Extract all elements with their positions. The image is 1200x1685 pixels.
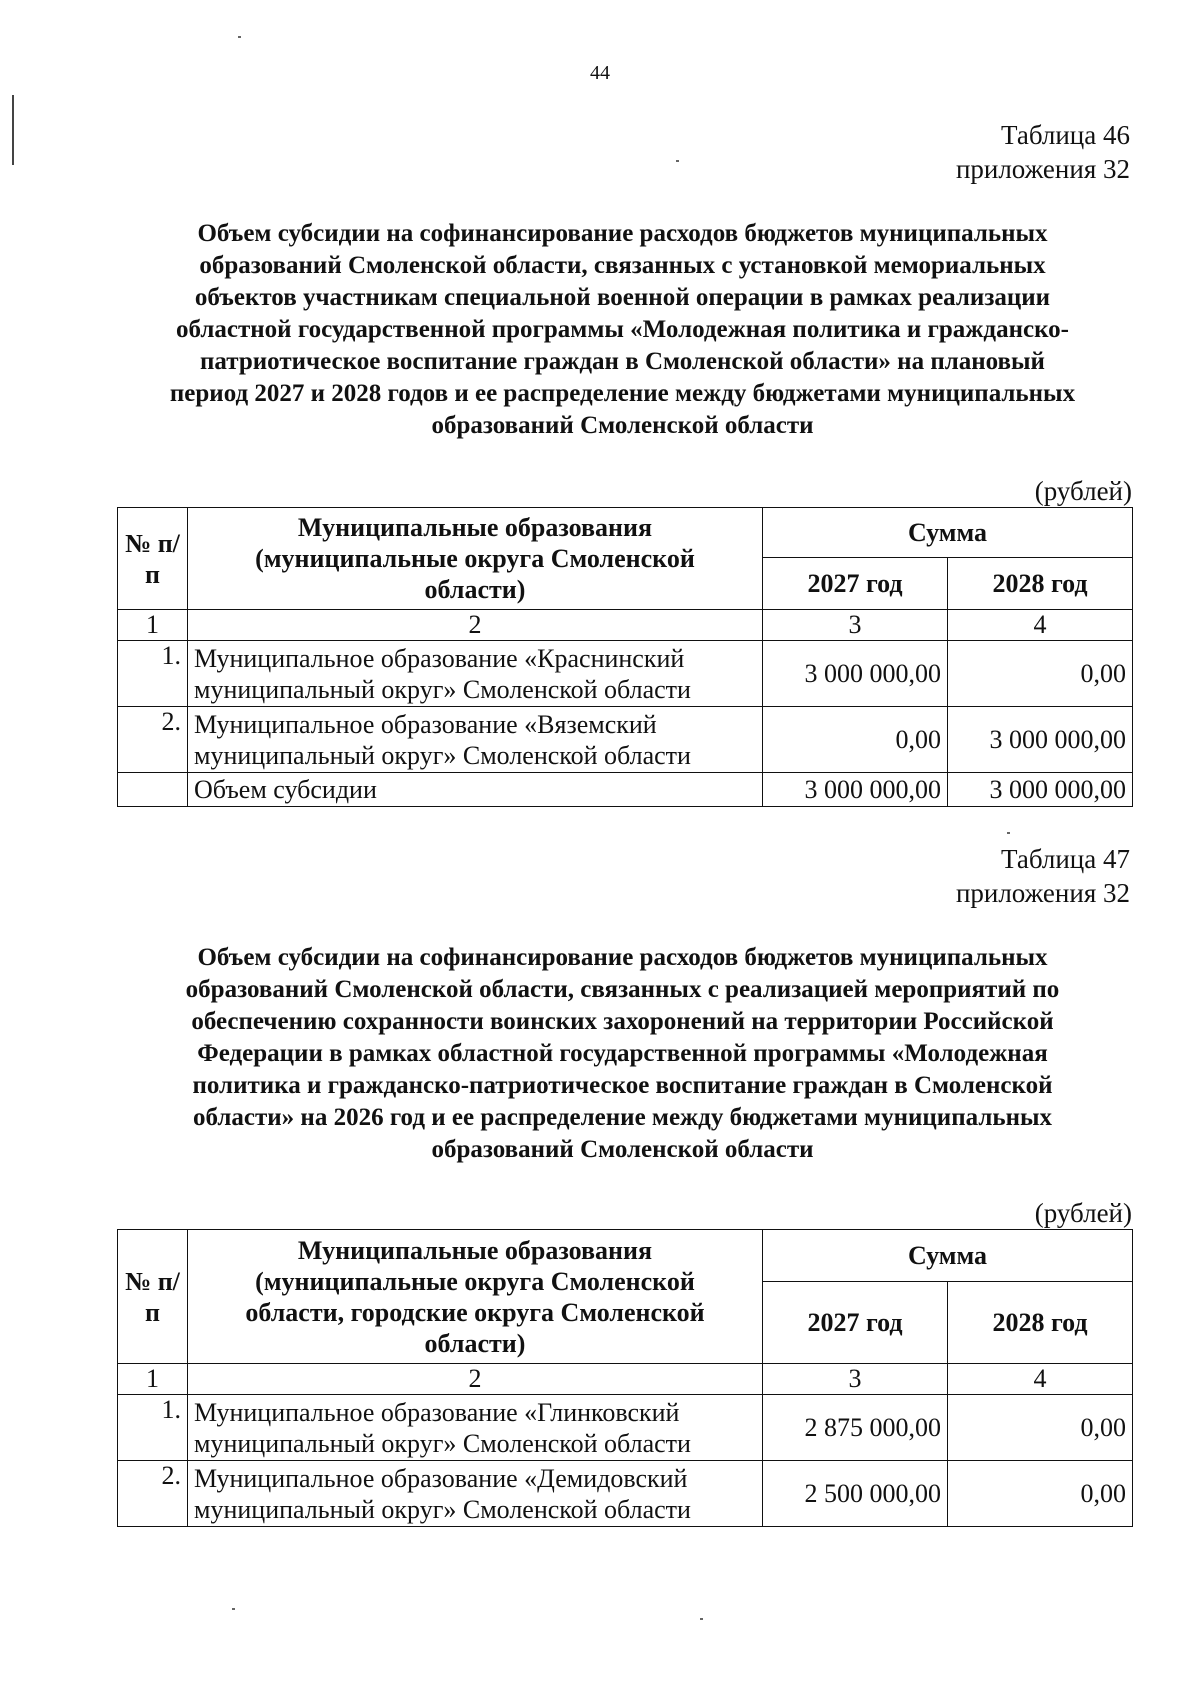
table-47-reference [956, 842, 1130, 910]
header-line: области, городские округа Смоленской [245, 1297, 705, 1327]
header-line: (муниципальные округа Смоленской [255, 544, 695, 573]
name-line: Муниципальное образование «Вяземский [194, 709, 657, 739]
row-amount-2027: 2 500 000,00 [763, 1461, 948, 1527]
row-number: 2. [118, 1461, 188, 1527]
title-line: объектов участникам специальной военной операции в рамках реализации [194, 284, 1051, 311]
scan-speck [676, 160, 679, 162]
table-row [118, 641, 1133, 707]
scan-speck [232, 1608, 235, 1610]
table-47-units: (рублей) [1034, 1198, 1132, 1228]
column-number: 2 [188, 610, 763, 641]
table-47-title [110, 942, 1135, 1166]
title-line: Федерации в рамках областной государственной программы «Молодежная [197, 1040, 1048, 1067]
table-ref-line: Таблица 47 [1001, 844, 1130, 874]
title-line: образований Смоленской области [431, 1136, 814, 1163]
total-label: Объем субсидии [188, 773, 763, 807]
name-line: муниципальный округ» Смоленской области [194, 674, 691, 704]
table-header-row [118, 1230, 1133, 1282]
scan-speck [700, 1618, 703, 1620]
header-num: № п/п [118, 508, 188, 610]
scan-speck [238, 36, 241, 38]
header-municipality [188, 1230, 763, 1364]
column-number: 3 [763, 1364, 948, 1395]
header-year-2028: 2028 год [948, 558, 1133, 610]
table-row [118, 707, 1133, 773]
column-number-row [118, 1364, 1133, 1395]
header-line: области) [424, 1328, 526, 1358]
row-amount-2028: 0,00 [948, 1461, 1133, 1527]
table-row [118, 1461, 1133, 1527]
header-line: области) [424, 575, 526, 604]
table-header-row [118, 508, 1133, 558]
table-46-reference [956, 118, 1130, 186]
column-number: 1 [118, 610, 188, 641]
name-line: муниципальный округ» Смоленской области [194, 1494, 691, 1524]
row-number: 1. [118, 1395, 188, 1461]
column-number: 4 [948, 1364, 1133, 1395]
name-line: муниципальный округ» Смоленской области [194, 740, 691, 770]
row-municipality [188, 641, 763, 707]
table-ref-line: приложения 32 [955, 878, 1130, 908]
column-number: 2 [188, 1364, 763, 1395]
title-line: образований Смоленской области [431, 412, 814, 439]
table-ref-line: Таблица 46 [1001, 120, 1130, 150]
row-amount-2027: 3 000 000,00 [763, 641, 948, 707]
row-amount-2028: 3 000 000,00 [948, 707, 1133, 773]
column-number: 3 [763, 610, 948, 641]
name-line: Муниципальное образование «Краснинский [194, 643, 685, 673]
name-line: муниципальный округ» Смоленской области [194, 1428, 691, 1458]
header-year-2028: 2028 год [948, 1282, 1133, 1364]
column-number: 4 [948, 610, 1133, 641]
name-line: Муниципальное образование «Демидовский [194, 1463, 688, 1493]
name-line: Муниципальное образование «Глинковский [194, 1397, 680, 1427]
row-municipality [188, 707, 763, 773]
header-sum: Сумма [763, 1230, 1133, 1282]
row-amount-2028: 0,00 [948, 641, 1133, 707]
row-number: 1. [118, 641, 188, 707]
row-municipality [188, 1395, 763, 1461]
table-46 [117, 507, 1133, 807]
table-46-title [110, 218, 1135, 442]
title-line: области» на 2026 год и ее распределение между бюджетами муниципальных [192, 1104, 1052, 1131]
header-line: (муниципальные округа Смоленской [255, 1266, 695, 1296]
row-amount-2028: 0,00 [948, 1395, 1133, 1461]
title-line: Объем субсидии на софинансирование расходов бюджетов муниципальных [197, 220, 1048, 247]
table-row [118, 1395, 1133, 1461]
row-municipality [188, 1461, 763, 1527]
table-total-row [118, 773, 1133, 807]
total-amount-2028: 3 000 000,00 [948, 773, 1133, 807]
table-47 [117, 1229, 1133, 1527]
header-num: № п/п [118, 1230, 188, 1364]
title-line: областной государственной программы «Молодежная политика и гражданско- [176, 316, 1069, 343]
title-line: обеспечению сохранности воинских захоронений на территории Российской [191, 1008, 1054, 1035]
total-empty-cell [118, 773, 188, 807]
column-number: 1 [118, 1364, 188, 1395]
column-number-row [118, 610, 1133, 641]
table-46-units: (рублей) [1034, 476, 1132, 506]
page-number: 44 [590, 62, 610, 84]
title-line: период 2027 и 2028 годов и ее распределение между бюджетами муниципальных [169, 380, 1076, 407]
title-line: образований Смоленской области, связанных с реализацией мероприятий по [185, 976, 1060, 1003]
header-sum: Сумма [763, 508, 1133, 558]
header-line: Муниципальные образования [297, 513, 653, 542]
row-amount-2027: 2 875 000,00 [763, 1395, 948, 1461]
total-amount-2027: 3 000 000,00 [763, 773, 948, 807]
table-ref-line: приложения 32 [955, 154, 1130, 184]
title-line: образований Смоленской области, связанных с установкой мемориальных [199, 252, 1046, 279]
header-municipality [188, 508, 763, 610]
row-amount-2027: 0,00 [763, 707, 948, 773]
title-line: политика и гражданско-патриотическое воспитание граждан в Смоленской [192, 1072, 1053, 1099]
scan-margin-mark [12, 95, 14, 165]
row-number: 2. [118, 707, 188, 773]
header-line: Муниципальные образования [297, 1235, 653, 1265]
title-line: патриотическое воспитание граждан в Смоленской области» на плановый [200, 348, 1045, 375]
header-year-2027: 2027 год [763, 558, 948, 610]
header-year-2027: 2027 год [763, 1282, 948, 1364]
title-line: Объем субсидии на софинансирование расходов бюджетов муниципальных [197, 944, 1048, 971]
scan-speck [1007, 832, 1010, 834]
